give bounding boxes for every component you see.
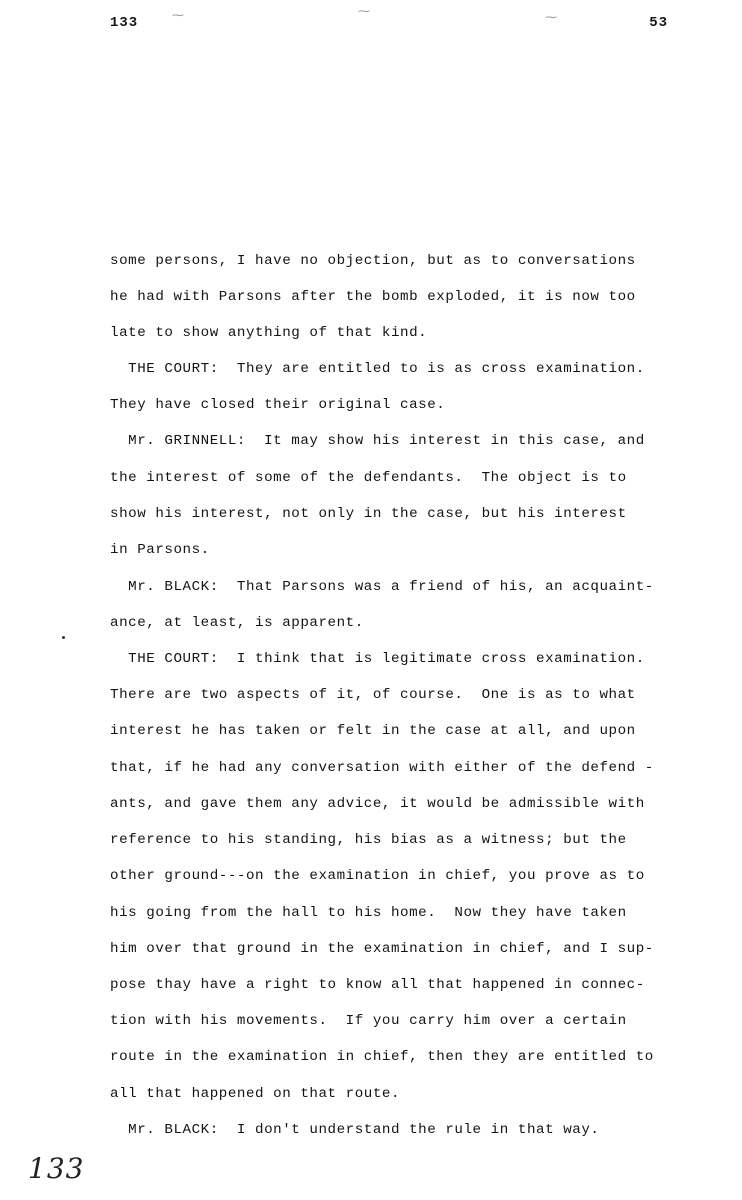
transcript-line: some persons, I have no objection, but as to conversations [110, 253, 636, 269]
smudge-mark-icon: ⁓ [545, 11, 557, 25]
transcript-line: that, if he had any conversation with either of the defend - [110, 760, 654, 776]
smudge-mark-icon: ⁓ [172, 9, 184, 23]
transcript-line: show his interest, not only in the case, but his interest [110, 506, 627, 522]
transcript-line: There are two aspects of it, of course. One is as to what [110, 687, 636, 703]
transcript-line: THE COURT: I think that is legitimate cross examination. [110, 651, 645, 667]
transcript-line: Mr. BLACK: That Parsons was a friend of his, an acquaint- [110, 579, 654, 595]
transcript-line: interest he has taken or felt in the case at all, and upon [110, 723, 636, 739]
transcript-line: he had with Parsons after the bomb exploded, it is now too [110, 289, 636, 305]
transcript-line: ance, at least, is apparent. [110, 615, 364, 631]
transcript-line: all that happened on that route. [110, 1086, 401, 1102]
transcript-line: They have closed their original case. [110, 397, 446, 413]
left-page-number: 133 [110, 15, 139, 31]
transcript-line: his going from the hall to his home. Now they have taken [110, 905, 627, 921]
transcript-line: other ground---on the examination in chief, you prove as to [110, 868, 645, 884]
smudge-mark-icon: ⁓ [358, 5, 370, 19]
transcript-line: ants, and gave them any advice, it would be admissible with [110, 796, 645, 812]
transcript-line: route in the examination in chief, then they are entitled to [110, 1049, 654, 1065]
transcript-line: the interest of some of the defendants. The object is to [110, 470, 627, 486]
transcript-line: Mr. BLACK: I don't understand the rule in that way. [110, 1122, 600, 1138]
transcript-line: reference to his standing, his bias as a witness; but the [110, 832, 627, 848]
transcript-line: in Parsons. [110, 542, 210, 558]
transcript-line: THE COURT: They are entitled to is as cross examination. [110, 361, 645, 377]
handwritten-page-number: 133 [28, 1152, 85, 1185]
margin-dot [62, 636, 65, 639]
transcript-line: him over that ground in the examination in chief, and I sup- [110, 941, 654, 957]
transcript-line: tion with his movements. If you carry him over a certain [110, 1013, 627, 1029]
transcript-line: Mr. GRINNELL: It may show his interest in this case, and [110, 433, 645, 449]
transcript-line: pose thay have a right to know all that happened in connec- [110, 977, 645, 993]
right-page-number: 53 [649, 15, 668, 31]
transcript-line: late to show anything of that kind. [110, 325, 428, 341]
